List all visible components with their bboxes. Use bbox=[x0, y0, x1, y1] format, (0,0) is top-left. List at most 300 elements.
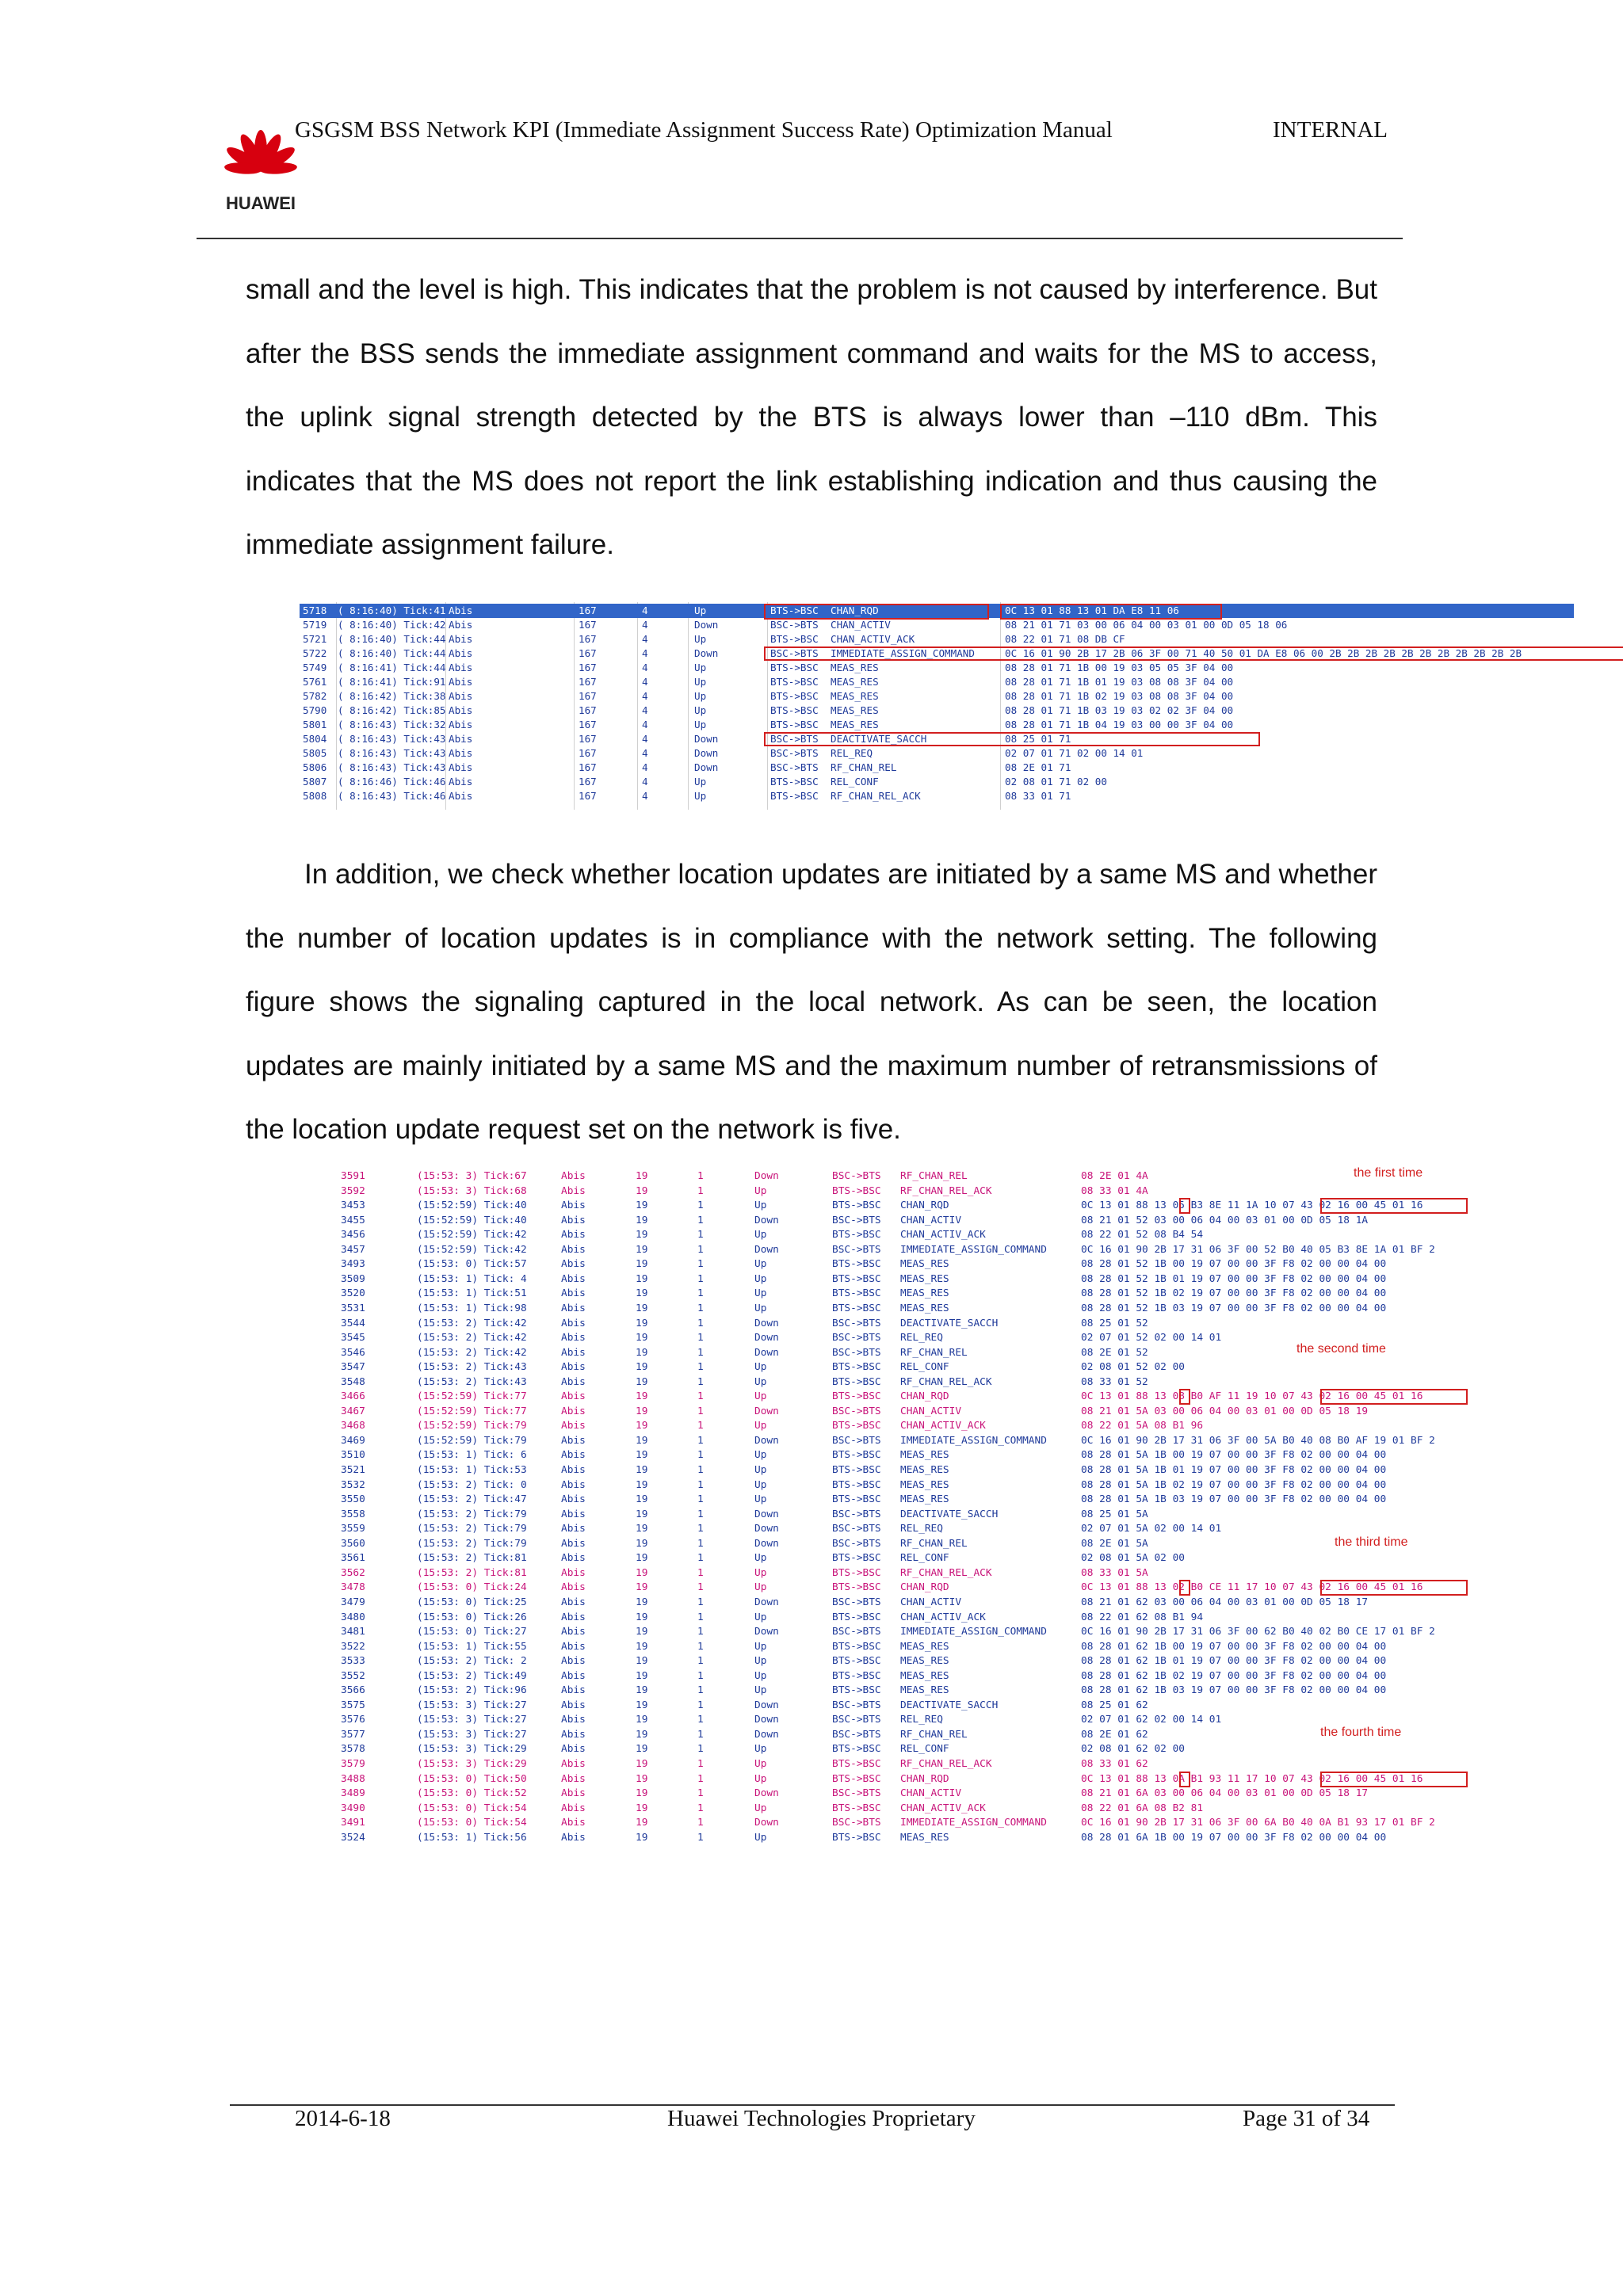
body-paragraph-1: small and the level is high. This indicates that the problem is not caused by interference. But after the BSS sends the immediate assignment command and waits for the MS to access, the uplink signal strength detected by the BTS is always lower than –110 dBm. This indicates that the MS does not report the link establishing indication and thus causing the immediate assignment failure. bbox=[246, 274, 1377, 560]
log-cell-path: BTS->BSC bbox=[832, 1581, 881, 1594]
log-cell-path: BSC->BTS bbox=[832, 1317, 881, 1329]
log-cell-direction: Down bbox=[754, 1728, 779, 1741]
log-row bbox=[341, 1742, 1476, 1756]
log-cell-msg-no: 5804 bbox=[303, 733, 327, 745]
log-cell-time: (15:53: 0) Tick:57 bbox=[417, 1258, 527, 1271]
log-cell-time: ( 8:16:43) Tick:43 bbox=[338, 747, 446, 759]
log-cell-message-type: REL_CONF bbox=[900, 1361, 949, 1374]
log-cell-msg-no: 3591 bbox=[341, 1170, 365, 1182]
log-cell-interface: Abis bbox=[561, 1802, 586, 1814]
log-cell-message-type: RF_CHAN_REL_ACK bbox=[900, 1375, 992, 1388]
log-cell-hex-data: 0C 16 01 90 2B 17 31 06 3F 00 52 B0 40 05 B3 8E 1A 01 BF 2 bbox=[1081, 1243, 1435, 1256]
log-cell-msg-no: 3453 bbox=[341, 1199, 365, 1212]
log-cell-message-type: MEAS_RES bbox=[900, 1831, 949, 1844]
log-row bbox=[341, 1802, 1476, 1816]
log-cell-hex-data: 08 28 01 6A 1B 00 19 07 00 00 3F F8 02 00 00 04 00 bbox=[1081, 1831, 1387, 1844]
log-cell-message-type: IMMEDIATE_ASSIGN_COMMAND bbox=[900, 1626, 1047, 1638]
log-cell-ts: 4 bbox=[642, 719, 648, 730]
log-cell-time: ( 8:16:43) Tick:46 bbox=[338, 790, 446, 802]
log-cell-interface: Abis bbox=[449, 619, 473, 631]
log-cell-hex-data: 08 25 01 52 bbox=[1081, 1317, 1148, 1329]
log-cell-time: (15:53: 1) Tick:98 bbox=[417, 1302, 527, 1314]
log-cell-interface: Abis bbox=[561, 1537, 586, 1550]
log-cell-interface: Abis bbox=[449, 690, 473, 702]
log-row bbox=[341, 1228, 1476, 1242]
log-cell-interface: Abis bbox=[561, 1229, 586, 1241]
log-cell-direction: Up bbox=[754, 1390, 767, 1403]
log-cell-path: BTS->BSC bbox=[770, 662, 819, 673]
log-cell-tei: 19 bbox=[636, 1332, 648, 1344]
log-cell-tei: 19 bbox=[636, 1434, 648, 1447]
log-cell-message-type: REL_CONF bbox=[900, 1552, 949, 1565]
log-cell-time: (15:53: 3) Tick:27 bbox=[417, 1728, 527, 1741]
log-cell-interface: Abis bbox=[449, 647, 473, 659]
log-cell-time: (15:52:59) Tick:40 bbox=[417, 1214, 527, 1226]
log-cell-direction: Down bbox=[754, 1243, 779, 1256]
log-cell-tei: 19 bbox=[636, 1817, 648, 1829]
log-cell-direction: Up bbox=[754, 1184, 767, 1197]
log-cell-time: (15:53: 2) Tick:79 bbox=[417, 1523, 527, 1535]
log-row bbox=[341, 1537, 1476, 1551]
log-cell-direction: Up bbox=[754, 1581, 767, 1594]
log-cell-msg-no: 3544 bbox=[341, 1317, 365, 1329]
log-cell-ts: 1 bbox=[697, 1361, 704, 1374]
log-cell-hex-data: 08 33 01 5A bbox=[1081, 1566, 1148, 1579]
log-cell-time: (15:53: 0) Tick:24 bbox=[417, 1581, 527, 1594]
log-cell-time: ( 8:16:41) Tick:44 bbox=[338, 662, 446, 673]
log-cell-time: ( 8:16:40) Tick:44 bbox=[338, 647, 446, 659]
log-cell-path: BSC->BTS bbox=[832, 1537, 881, 1550]
log-cell-hex-data: 0C 13 01 88 13 0A B1 93 11 17 10 07 43 02 16 00 45 01 16 bbox=[1081, 1772, 1423, 1785]
log-cell-path: BTS->BSC bbox=[832, 1772, 881, 1785]
log-cell-message-type: MEAS_RES bbox=[900, 1669, 949, 1682]
log-cell-ts: 1 bbox=[697, 1552, 704, 1565]
log-cell-direction: Down bbox=[694, 647, 719, 659]
log-row bbox=[341, 1434, 1476, 1448]
log-cell-time: (15:52:59) Tick:79 bbox=[417, 1420, 527, 1432]
log-cell-path: BSC->BTS bbox=[770, 619, 819, 631]
log-cell-hex-data: 0C 13 01 88 13 05 B3 8E 11 1A 10 07 43 02 16 00 45 01 16 bbox=[1081, 1199, 1423, 1212]
log-cell-hex-data: 02 08 01 52 02 00 bbox=[1081, 1361, 1185, 1374]
log-cell-message-type: REL_REQ bbox=[831, 747, 873, 759]
log-cell-time: (15:53: 0) Tick:52 bbox=[417, 1787, 527, 1800]
log-cell-hex-data: 08 22 01 62 08 B1 94 bbox=[1081, 1611, 1204, 1623]
log-cell-hex-data: 0C 13 01 88 13 02 B0 CE 11 17 10 07 43 02 16 00 45 01 16 bbox=[1081, 1581, 1423, 1594]
log-cell-msg-no: 3533 bbox=[341, 1655, 365, 1668]
log-cell-interface: Abis bbox=[561, 1449, 586, 1462]
log-cell-time: (15:53: 0) Tick:50 bbox=[417, 1772, 527, 1785]
log-cell-direction: Up bbox=[754, 1229, 767, 1241]
log-row bbox=[341, 1699, 1476, 1713]
log-cell-path: BTS->BSC bbox=[770, 690, 819, 702]
log-cell-direction: Up bbox=[694, 776, 707, 788]
log-row bbox=[341, 1728, 1476, 1742]
annotation-retransmission-4: the fourth time bbox=[1320, 1726, 1402, 1739]
log-cell-message-type: IMMEDIATE_ASSIGN_COMMAND bbox=[900, 1243, 1047, 1256]
log-cell-interface: Abis bbox=[561, 1581, 586, 1594]
log-row bbox=[341, 1169, 1476, 1184]
log-cell-time: (15:53: 2) Tick:43 bbox=[417, 1375, 527, 1388]
log-row bbox=[300, 789, 1574, 803]
log-cell-direction: Up bbox=[754, 1640, 767, 1653]
log-cell-direction: Up bbox=[754, 1669, 767, 1682]
log-cell-hex-data: 08 28 01 52 1B 00 19 07 00 00 3F F8 02 00 00 04 00 bbox=[1081, 1258, 1387, 1271]
log-cell-interface: Abis bbox=[449, 761, 473, 773]
log-cell-ts: 1 bbox=[697, 1669, 704, 1682]
log-cell-hex-data: 08 28 01 62 1B 02 19 07 00 00 3F F8 02 00 00 04 00 bbox=[1081, 1669, 1387, 1682]
log-cell-hex-data: 0C 13 01 88 13 08 B0 AF 11 19 10 07 43 02 16 00 45 01 16 bbox=[1081, 1390, 1423, 1403]
log-cell-hex-data: 08 2E 01 5A bbox=[1081, 1537, 1148, 1550]
log-cell-hex-data: 08 28 01 5A 1B 02 19 07 00 00 3F F8 02 00 00 04 00 bbox=[1081, 1478, 1387, 1491]
log-row bbox=[341, 1493, 1476, 1507]
log-cell-msg-no: 3560 bbox=[341, 1537, 365, 1550]
log-cell-tei: 19 bbox=[636, 1714, 648, 1726]
log-cell-time: ( 8:16:42) Tick:85 bbox=[338, 704, 446, 716]
log-cell-interface: Abis bbox=[561, 1258, 586, 1271]
log-cell-direction: Down bbox=[754, 1626, 779, 1638]
log-cell-msg-no: 3546 bbox=[341, 1346, 365, 1359]
log-cell-msg-no: 3547 bbox=[341, 1361, 365, 1374]
log-cell-path: BSC->BTS bbox=[832, 1714, 881, 1726]
log-cell-interface: Abis bbox=[561, 1346, 586, 1359]
log-cell-ts: 4 bbox=[642, 790, 648, 802]
log-cell-path: BTS->BSC bbox=[832, 1199, 881, 1212]
log-cell-tei: 19 bbox=[636, 1655, 648, 1668]
log-cell-hex-data: 08 28 01 62 1B 01 19 07 00 00 3F F8 02 00 00 04 00 bbox=[1081, 1655, 1387, 1668]
log-cell-message-type: CHAN_ACTIV_ACK bbox=[900, 1611, 986, 1623]
log-row bbox=[341, 1302, 1476, 1316]
log-cell-message-type: MEAS_RES bbox=[831, 690, 879, 702]
log-cell-msg-no: 3489 bbox=[341, 1787, 365, 1800]
log-cell-ts: 1 bbox=[697, 1258, 704, 1271]
log-row bbox=[341, 1551, 1476, 1566]
log-cell-ts: 1 bbox=[697, 1581, 704, 1594]
log-cell-direction: Up bbox=[694, 605, 707, 616]
log-cell-hex-data: 08 28 01 5A 1B 00 19 07 00 00 3F F8 02 00 00 04 00 bbox=[1081, 1449, 1387, 1462]
log-cell-tei: 19 bbox=[636, 1390, 648, 1403]
log-row bbox=[300, 689, 1574, 704]
log-cell-ts: 1 bbox=[697, 1596, 704, 1608]
log-cell-direction: Down bbox=[694, 747, 719, 759]
log-cell-tei: 19 bbox=[636, 1758, 648, 1770]
log-cell-interface: Abis bbox=[561, 1728, 586, 1741]
log-cell-tei: 19 bbox=[636, 1626, 648, 1638]
log-cell-time: (15:52:59) Tick:77 bbox=[417, 1390, 527, 1403]
log-cell-message-type: RF_CHAN_REL_ACK bbox=[831, 790, 921, 802]
log-cell-hex-data: 08 28 01 71 1B 03 19 03 02 02 3F 04 00 bbox=[1005, 704, 1234, 716]
log-row bbox=[341, 1757, 1476, 1772]
log-cell-ts: 1 bbox=[697, 1184, 704, 1197]
log-cell-message-type: CHAN_ACTIV bbox=[900, 1405, 962, 1417]
log-cell-hex-data: 02 07 01 62 02 00 14 01 bbox=[1081, 1714, 1222, 1726]
log-cell-msg-no: 3466 bbox=[341, 1390, 365, 1403]
log-cell-direction: Up bbox=[754, 1743, 767, 1756]
log-cell-direction: Down bbox=[694, 761, 719, 773]
log-cell-message-type: CHAN_ACTIV_ACK bbox=[900, 1229, 986, 1241]
log-cell-path: BTS->BSC bbox=[832, 1361, 881, 1374]
log-cell-ts: 1 bbox=[697, 1684, 704, 1697]
log-cell-time: (15:53: 3) Tick:67 bbox=[417, 1170, 527, 1182]
log-cell-time: (15:53: 2) Tick:42 bbox=[417, 1317, 527, 1329]
log-cell-path: BSC->BTS bbox=[832, 1523, 881, 1535]
log-cell-interface: Abis bbox=[561, 1464, 586, 1476]
log-cell-time: (15:53: 2) Tick:96 bbox=[417, 1684, 527, 1697]
log-cell-ts: 1 bbox=[697, 1346, 704, 1359]
log-cell-path: BTS->BSC bbox=[832, 1184, 881, 1197]
log-cell-msg-no: 3550 bbox=[341, 1493, 365, 1506]
log-cell-hex-data: 08 2E 01 4A bbox=[1081, 1170, 1148, 1182]
log-cell-interface: Abis bbox=[561, 1302, 586, 1314]
log-cell-path: BTS->BSC bbox=[770, 676, 819, 688]
log-cell-message-type: DEACTIVATE_SACCH bbox=[900, 1699, 999, 1711]
log-cell-ts: 1 bbox=[697, 1772, 704, 1785]
log-cell-message-type: MEAS_RES bbox=[900, 1478, 949, 1491]
log-cell-hex-data: 0C 16 01 90 2B 17 31 06 3F 00 62 B0 40 02 B0 CE 17 01 BF 2 bbox=[1081, 1626, 1435, 1638]
log-cell-interface: Abis bbox=[561, 1478, 586, 1491]
log-cell-hex-data: 08 25 01 62 bbox=[1081, 1699, 1148, 1711]
log-cell-interface: Abis bbox=[561, 1787, 586, 1800]
log-cell-path: BSC->BTS bbox=[832, 1243, 881, 1256]
log-cell-time: (15:53: 0) Tick:26 bbox=[417, 1611, 527, 1623]
log-cell-msg-no: 5801 bbox=[303, 719, 327, 730]
log-cell-message-type: MEAS_RES bbox=[831, 704, 879, 716]
log-cell-msg-no: 5807 bbox=[303, 776, 327, 788]
log-cell-path: BTS->BSC bbox=[770, 719, 819, 730]
log-cell-direction: Up bbox=[754, 1258, 767, 1271]
highlight-location-update-data bbox=[1320, 1580, 1468, 1596]
log-cell-msg-no: 5761 bbox=[303, 676, 327, 688]
log-cell-direction: Down bbox=[754, 1699, 779, 1711]
log-cell-path: BSC->BTS bbox=[770, 761, 819, 773]
log-cell-path: BTS->BSC bbox=[832, 1420, 881, 1432]
log-cell-message-type: RF_CHAN_REL bbox=[831, 761, 897, 773]
log-cell-message-type: MEAS_RES bbox=[900, 1684, 949, 1697]
log-cell-interface: Abis bbox=[561, 1493, 586, 1506]
log-cell-path: BTS->BSC bbox=[832, 1655, 881, 1668]
log-cell-message-type: CHAN_RQD bbox=[900, 1772, 949, 1785]
log-cell-msg-no: 3531 bbox=[341, 1302, 365, 1314]
log-row bbox=[341, 1243, 1476, 1257]
log-cell-ts: 1 bbox=[697, 1287, 704, 1300]
log-row bbox=[341, 1478, 1476, 1493]
log-row bbox=[341, 1787, 1476, 1801]
log-cell-hex-data: 08 25 01 71 bbox=[1005, 733, 1071, 745]
log-cell-hex-data: 02 07 01 71 02 00 14 01 bbox=[1005, 747, 1144, 759]
log-cell-ts: 4 bbox=[642, 605, 648, 616]
log-row bbox=[341, 1684, 1476, 1698]
log-cell-time: ( 8:16:40) Tick:44 bbox=[338, 633, 446, 645]
log-cell-direction: Up bbox=[694, 719, 707, 730]
log-cell-ts: 1 bbox=[697, 1699, 704, 1711]
log-cell-tei: 19 bbox=[636, 1552, 648, 1565]
log-cell-msg-no: 5722 bbox=[303, 647, 327, 659]
header-divider bbox=[197, 238, 1403, 239]
log-row bbox=[341, 1772, 1476, 1787]
log-cell-message-type: DEACTIVATE_SACCH bbox=[831, 733, 927, 745]
log-row bbox=[341, 1375, 1476, 1390]
log-cell-hex-data: 08 21 01 52 03 00 06 04 00 03 01 00 0D 05 18 1A bbox=[1081, 1214, 1369, 1226]
document-title: GSGSM BSS Network KPI (Immediate Assignment Success Rate) Optimization Manual bbox=[295, 117, 1113, 143]
log-row bbox=[341, 1669, 1476, 1684]
log-cell-path: BTS->BSC bbox=[832, 1802, 881, 1814]
log-cell-direction: Down bbox=[754, 1170, 779, 1182]
log-row bbox=[300, 718, 1574, 732]
log-cell-path: BSC->BTS bbox=[832, 1699, 881, 1711]
log-cell-message-type: MEAS_RES bbox=[900, 1449, 949, 1462]
log-cell-ts: 1 bbox=[697, 1449, 704, 1462]
log-cell-tei: 19 bbox=[636, 1243, 648, 1256]
log-cell-direction: Up bbox=[754, 1831, 767, 1844]
log-cell-message-type: CHAN_RQD bbox=[831, 605, 879, 616]
log-row bbox=[341, 1257, 1476, 1272]
log-cell-msg-no: 5805 bbox=[303, 747, 327, 759]
log-cell-msg-no: 3478 bbox=[341, 1581, 365, 1594]
log-cell-interface: Abis bbox=[561, 1743, 586, 1756]
log-cell-message-type: MEAS_RES bbox=[831, 662, 879, 673]
log-cell-hex-data: 0C 16 01 90 2B 17 31 06 3F 00 6A B0 40 0A B1 93 17 01 BF 2 bbox=[1081, 1817, 1435, 1829]
log-cell-interface: Abis bbox=[449, 676, 473, 688]
log-cell-tei: 167 bbox=[579, 619, 597, 631]
log-cell-path: BSC->BTS bbox=[770, 747, 819, 759]
log-cell-interface: Abis bbox=[561, 1523, 586, 1535]
log-row bbox=[341, 1713, 1476, 1727]
log-row bbox=[341, 1463, 1476, 1478]
log-cell-time: ( 8:16:40) Tick:41 bbox=[338, 605, 446, 616]
log-cell-interface: Abis bbox=[561, 1611, 586, 1623]
log-cell-hex-data: 08 28 01 71 1B 04 19 03 00 00 3F 04 00 bbox=[1005, 719, 1234, 730]
log-cell-message-type: RF_CHAN_REL_ACK bbox=[900, 1184, 992, 1197]
log-cell-path: BTS->BSC bbox=[832, 1229, 881, 1241]
log-cell-ts: 1 bbox=[697, 1714, 704, 1726]
log-cell-path: BTS->BSC bbox=[832, 1493, 881, 1506]
log-cell-path: BTS->BSC bbox=[832, 1552, 881, 1565]
log-cell-time: (15:53: 0) Tick:25 bbox=[417, 1596, 527, 1608]
log-cell-msg-no: 3566 bbox=[341, 1684, 365, 1697]
log-cell-path: BTS->BSC bbox=[832, 1640, 881, 1653]
log-cell-message-type: DEACTIVATE_SACCH bbox=[900, 1317, 999, 1329]
log-row bbox=[341, 1184, 1476, 1199]
log-cell-hex-data: 08 21 01 71 03 00 06 04 00 03 01 00 0D 05 18 06 bbox=[1005, 619, 1288, 631]
log-cell-tei: 167 bbox=[579, 719, 597, 730]
log-cell-msg-no: 3579 bbox=[341, 1758, 365, 1770]
log-cell-interface: Abis bbox=[561, 1272, 586, 1285]
log-cell-message-type: REL_CONF bbox=[900, 1743, 949, 1756]
log-cell-interface: Abis bbox=[561, 1655, 586, 1668]
log-cell-tei: 167 bbox=[579, 605, 597, 616]
log-cell-message-type: CHAN_ACTIV bbox=[831, 619, 891, 631]
log-cell-tei: 19 bbox=[636, 1214, 648, 1226]
log-cell-direction: Up bbox=[754, 1802, 767, 1814]
log-cell-path: BTS->BSC bbox=[832, 1449, 881, 1462]
log-cell-path: BTS->BSC bbox=[832, 1611, 881, 1623]
log-cell-tei: 19 bbox=[636, 1361, 648, 1374]
log-cell-direction: Down bbox=[754, 1508, 779, 1520]
log-cell-msg-no: 5782 bbox=[303, 690, 327, 702]
log-cell-hex-data: 0C 13 01 88 13 01 DA E8 11 06 bbox=[1005, 605, 1179, 616]
log-cell-msg-no: 3510 bbox=[341, 1449, 365, 1462]
highlight-chan-rqd bbox=[764, 604, 989, 620]
log-cell-direction: Down bbox=[754, 1537, 779, 1550]
log-cell-msg-no: 5808 bbox=[303, 790, 327, 802]
log-cell-ts: 4 bbox=[642, 733, 648, 745]
log-cell-ts: 1 bbox=[697, 1566, 704, 1579]
log-cell-message-type: DEACTIVATE_SACCH bbox=[900, 1508, 999, 1520]
log-cell-direction: Up bbox=[694, 662, 707, 673]
log-cell-path: BTS->BSC bbox=[770, 633, 819, 645]
log-cell-direction: Up bbox=[754, 1772, 767, 1785]
log-cell-interface: Abis bbox=[561, 1772, 586, 1785]
log-cell-interface: Abis bbox=[561, 1758, 586, 1770]
log-cell-path: BTS->BSC bbox=[770, 605, 819, 616]
log-cell-path: BTS->BSC bbox=[832, 1566, 881, 1579]
log-cell-message-type: CHAN_ACTIV bbox=[900, 1787, 962, 1800]
log-cell-tei: 19 bbox=[636, 1170, 648, 1182]
log-cell-path: BTS->BSC bbox=[770, 704, 819, 716]
log-row bbox=[300, 761, 1574, 775]
log-row bbox=[341, 1654, 1476, 1669]
log-cell-message-type: CHAN_ACTIV bbox=[900, 1596, 962, 1608]
log-cell-hex-data: 08 28 01 52 1B 03 19 07 00 00 3F F8 02 00 00 04 00 bbox=[1081, 1302, 1387, 1314]
log-cell-tei: 19 bbox=[636, 1523, 648, 1535]
log-row bbox=[341, 1831, 1476, 1845]
log-cell-direction: Down bbox=[754, 1523, 779, 1535]
log-cell-msg-no: 3455 bbox=[341, 1214, 365, 1226]
classification-label: INTERNAL bbox=[1273, 117, 1388, 143]
log-row bbox=[341, 1272, 1476, 1287]
log-cell-msg-no: 3469 bbox=[341, 1434, 365, 1447]
log-cell-direction: Up bbox=[754, 1552, 767, 1565]
log-cell-ts: 4 bbox=[642, 676, 648, 688]
log-cell-interface: Abis bbox=[561, 1566, 586, 1579]
log-row bbox=[300, 632, 1574, 646]
log-cell-path: BTS->BSC bbox=[832, 1375, 881, 1388]
log-cell-time: (15:52:59) Tick:42 bbox=[417, 1229, 527, 1241]
log-cell-ts: 1 bbox=[697, 1611, 704, 1623]
log-cell-hex-data: 08 22 01 6A 08 B2 81 bbox=[1081, 1802, 1204, 1814]
log-cell-ts: 1 bbox=[697, 1523, 704, 1535]
log-cell-message-type: MEAS_RES bbox=[900, 1272, 949, 1285]
log-cell-interface: Abis bbox=[561, 1361, 586, 1374]
log-cell-interface: Abis bbox=[561, 1626, 586, 1638]
log-cell-ts: 1 bbox=[697, 1214, 704, 1226]
log-cell-message-type: RF_CHAN_REL_ACK bbox=[900, 1566, 992, 1579]
log-cell-path: BTS->BSC bbox=[832, 1390, 881, 1403]
log-cell-msg-no: 3592 bbox=[341, 1184, 365, 1197]
log-cell-hex-data: 02 07 01 52 02 00 14 01 bbox=[1081, 1332, 1222, 1344]
log-cell-ts: 1 bbox=[697, 1375, 704, 1388]
log-cell-interface: Abis bbox=[449, 747, 473, 759]
log-cell-time: ( 8:16:43) Tick:43 bbox=[338, 733, 446, 745]
log-cell-ts: 4 bbox=[642, 761, 648, 773]
footer-page-number: Page 31 of 34 bbox=[1243, 2106, 1370, 2131]
log-cell-hex-data: 08 28 01 71 1B 02 19 03 08 08 3F 04 00 bbox=[1005, 690, 1234, 702]
log-cell-message-type: CHAN_ACTIV_ACK bbox=[900, 1420, 986, 1432]
log-cell-msg-no: 3522 bbox=[341, 1640, 365, 1653]
log-cell-interface: Abis bbox=[561, 1596, 586, 1608]
log-cell-message-type: CHAN_RQD bbox=[900, 1581, 949, 1594]
log-cell-hex-data: 08 22 01 71 08 DB CF bbox=[1005, 633, 1125, 645]
log-cell-path: BSC->BTS bbox=[832, 1787, 881, 1800]
log-cell-interface: Abis bbox=[449, 733, 473, 745]
log-cell-path: BTS->BSC bbox=[832, 1831, 881, 1844]
log-cell-time: ( 8:16:43) Tick:32 bbox=[338, 719, 446, 730]
log-cell-direction: Up bbox=[754, 1655, 767, 1668]
log-cell-msg-no: 3561 bbox=[341, 1552, 365, 1565]
log-cell-time: (15:53: 1) Tick: 4 bbox=[417, 1272, 527, 1285]
log-cell-tei: 19 bbox=[636, 1728, 648, 1741]
log-cell-direction: Down bbox=[694, 619, 719, 631]
log-cell-direction: Up bbox=[694, 633, 707, 645]
